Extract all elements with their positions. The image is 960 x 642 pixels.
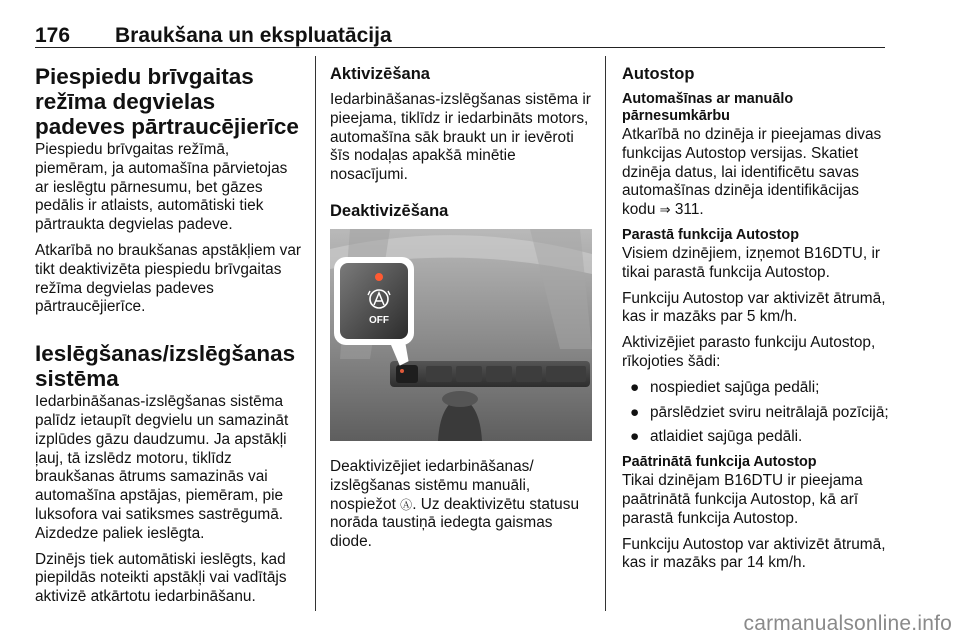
column-divider-2 <box>605 56 606 611</box>
paragraph: Dzinējs tiek automātiski ieslēgts, kad piepildās noteikti apstākļi vai vadītājs aktivizē atkārtotu iedarbināšanu. <box>35 550 287 606</box>
bullet-icon: ● <box>630 428 640 446</box>
list-item: ● nospiediet sajūga pedāli; <box>630 378 820 396</box>
list-item: ● atlaidiet sajūga pedāli. <box>630 428 803 446</box>
page-reference: 311. <box>670 201 704 219</box>
section-title: Braukšana un ekspluatācija <box>115 24 392 47</box>
paragraph-versions: Atkarībā no dzinēja ir pieejamas divas funkcijas Autostop versijas. Skatiet dzinēja datus, lai identificētu savas automašīnas dzinēja identifikācijas kodu ⇒ 311. <box>622 126 882 219</box>
paragraph: Aktivizējiet parasto funkciju Autostop, rīkojoties šādi: <box>622 334 876 370</box>
paragraph: Funkciju Autostop var aktivizēt ātrumā, kas ir mazāks par 14 km/h. <box>622 535 886 572</box>
steps-list <box>622 379 892 447</box>
column-middle <box>330 64 592 559</box>
autostop-off-button-zoomed <box>340 263 408 339</box>
heading-start-stop: Ieslēgšanas/izslēgšanas sistēma <box>35 341 296 392</box>
autostop-off-icon: Ⓐ <box>400 497 413 512</box>
watermark: carmanualsonline.info <box>743 612 952 635</box>
paragraph: Funkciju Autostop var aktivizēt ātrumā, kas ir mazāks par 5 km/h. <box>622 289 886 326</box>
autostop-button-small <box>396 365 418 383</box>
bullet-icon: ● <box>630 378 640 396</box>
heading-accelerated-autostop: Paātrinātā funkcija Autostop <box>622 454 817 471</box>
bullet-icon: ● <box>630 403 640 421</box>
page-number: 176 <box>35 24 71 47</box>
status-led <box>375 273 383 281</box>
heading-activation: Aktivizēšana <box>330 65 430 83</box>
heading-standard-autostop: Parastā funkcija Autostop <box>622 226 799 243</box>
paragraph: Visiem dzinējiem, izņemot B16DTU, ir tikai parastā funkcija Autostop. <box>622 244 881 281</box>
column-divider-1 <box>315 56 316 611</box>
figure-autostop-off-button <box>330 229 592 441</box>
column-left <box>35 64 303 614</box>
column-right <box>622 64 892 580</box>
page-header <box>35 18 885 48</box>
paragraph: Iedarbināšanas-izslēgšanas sistēma ir pieejama, tiklīdz ir iedarbināts motors, automašīna sāk braukt un ir ievēroti šīs nodaļas apakšā minētie nosacījumi. <box>330 91 591 184</box>
off-label: OFF <box>369 314 389 326</box>
heading-manual-gearbox: Automašīnas ar manuālo pārnesumkārbu <box>622 91 794 124</box>
paragraph: Tikai dzinējam B16DTU ir pieejama paātrinātā funkcija Autostop, kā arī parastā funkcija Autostop. <box>622 472 863 527</box>
page-reference-arrow-icon: ⇒ <box>659 202 671 218</box>
paragraph: Iedarbināšanas-izslēgšanas sistēma palīdz ietaupīt degvielu un samazināt izplūdes gāzu daudzumu. Ja apstākļi ļauj, tā izslēdz motoru, tiklīdz braukšanas ātrums samazinās vai automašīna apstājas, piemēram, pie luksofora vai satiksmes sastrēgumā. Aizdedze paliek ieslēgta. <box>35 393 289 542</box>
heading-fuel-cutoff: Piespiedu brīvgaitas režīma degvielas padeves pārtraucējierīce <box>35 64 299 139</box>
heading-autostop: Autostop <box>622 65 695 83</box>
paragraph: Atkarībā no braukšanas apstākļiem var tikt deaktivizēta piespiedu brīvgaitas režīma degvielas padeves pārtraucējierīce. <box>35 241 302 316</box>
paragraph-deactivate: Deaktivizējiet iedarbināšanas/ izslēgšanas sistēmu manuāli, nospiežot Ⓐ. Uz deaktivizētu statusu norāda taustiņā iedegta gaismas diode. <box>330 457 579 551</box>
heading-deactivation: Deaktivizēšana <box>330 201 449 220</box>
paragraph: Piespiedu brīvgaitas režīmā, piemēram, ja automašīna pārvietojas ar ieslēgtu pārnesumu, bet gāzes pedālis ir atlaists, automātiski tiek pārtraukta degvielas padeve. <box>35 141 288 234</box>
list-item: ● pārslēdziet sviru neitrālajā pozīcijā; <box>630 403 889 421</box>
